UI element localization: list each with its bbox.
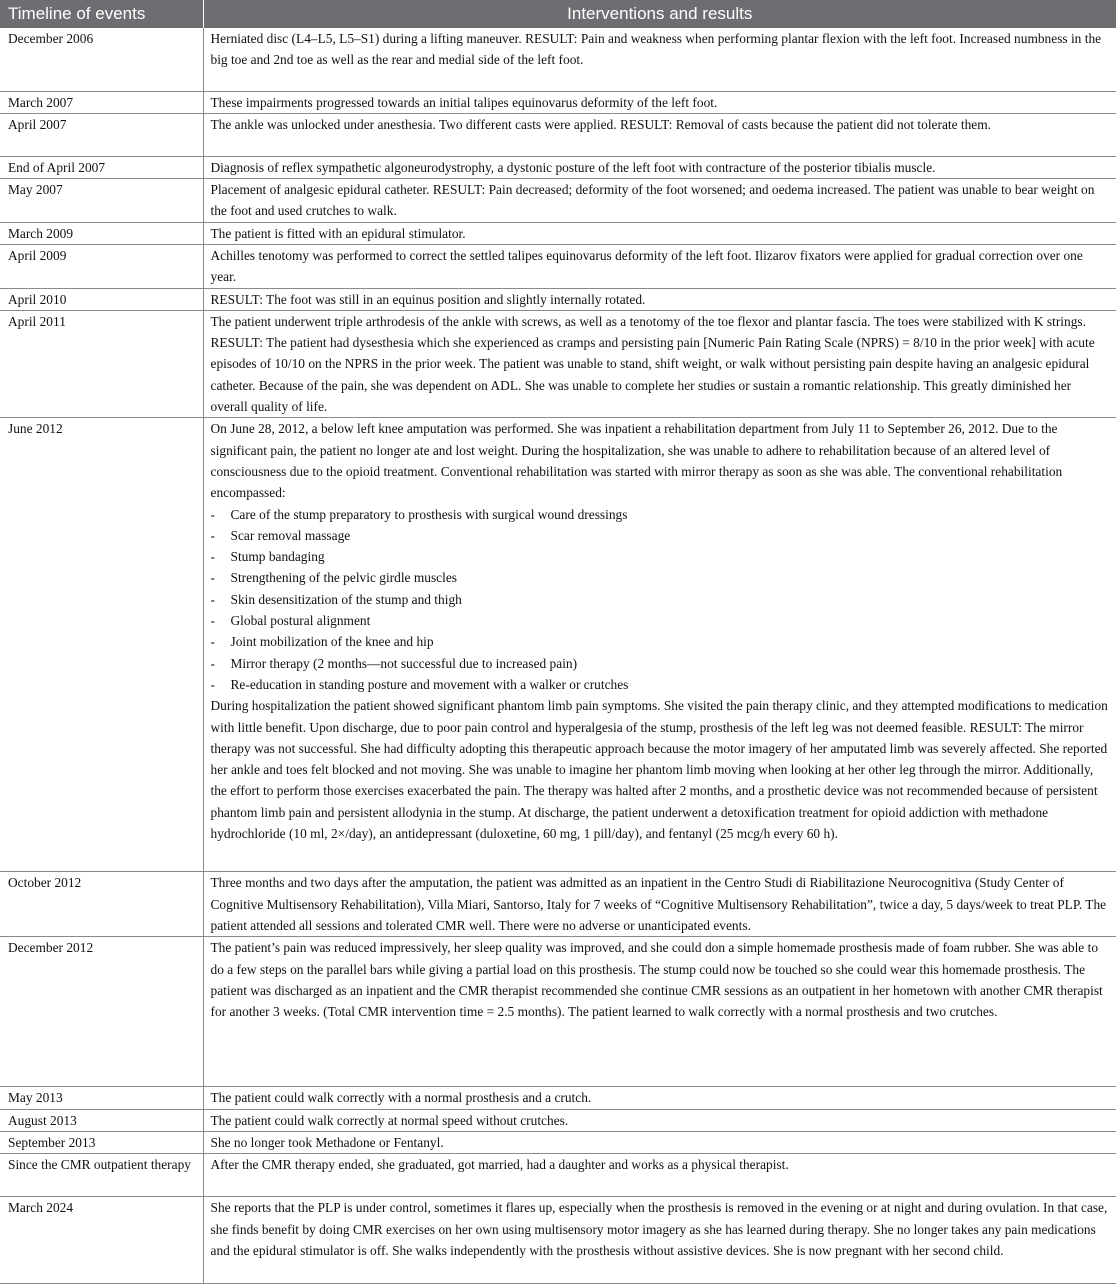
row-date: September 2013 xyxy=(0,1131,203,1153)
list-item-label: Scar removal massage xyxy=(230,527,351,543)
row-text: Diagnosis of reflex sympathetic algoneurodystrophy, a dystonic posture of the left foot with contracture of the posterior tibialis muscle. xyxy=(203,156,1116,178)
row-text: The patient could walk correctly at normal speed without crutches. xyxy=(203,1109,1116,1131)
row-text: After the CMR therapy ended, she graduated, got married, had a daughter and works as a physical therapist. xyxy=(203,1154,1116,1197)
table-row xyxy=(0,91,1116,113)
row-date: April 2007 xyxy=(0,113,203,156)
table-row xyxy=(0,1154,1116,1197)
row-text: On June 28, 2012, a below left knee amputation was performed. She was inpatient a rehabilitation department from July 11 to September 26, 2012. Due to the significant pain, the patient no longer ate and lost weight. During the hospitalization, she was unable to adhere to rehabilitation because of an altered level of consciousness due to the opioid treatment. Conventional rehabilitation was started with mirror therapy as soon as she was able. The conventional rehabilitation encompassed: xyxy=(210,421,1063,501)
row-text: RESULT: The foot was still in an equinus position and slightly internally rotated. xyxy=(203,288,1116,310)
table-body xyxy=(0,28,1116,1284)
list-item: - Global postural alignment xyxy=(210,613,371,629)
table-row xyxy=(0,1087,1116,1109)
row-date: April 2010 xyxy=(0,288,203,310)
list-item-label: Joint mobilization of the knee and hip xyxy=(230,634,434,650)
row-text: Placement of analgesic epidural catheter. RESULT: Pain decreased; deformity of the foot worsened; and oedema increased. The patient was unable to bear weight on the foot and used crutches to walk. xyxy=(203,179,1116,223)
table-row xyxy=(0,28,1116,91)
list-item: - Stump bandaging xyxy=(210,549,325,565)
list-item: - Strengthening of the pelvic girdle muscles xyxy=(210,570,457,586)
row-text: These impairments progressed towards an initial talipes equinovarus deformity of the left foot. xyxy=(203,91,1116,113)
list-item-label: Re-education in standing posture and movement with a walker or crutches xyxy=(230,676,629,692)
column-header-timeline: Timeline of events xyxy=(0,0,203,28)
list-item: - Re-education in standing posture and movement with a walker or crutches xyxy=(210,676,629,692)
table-row xyxy=(0,1131,1116,1153)
list-item: - Scar removal massage xyxy=(210,527,351,543)
list-item-label: Global postural alignment xyxy=(230,613,371,629)
row-date: May 2007 xyxy=(0,179,203,223)
row-date: April 2009 xyxy=(0,244,203,288)
row-text: Herniated disc (L4–L5, L5–S1) during a lifting maneuver. RESULT: Pain and weakness when performing plantar flexion with the left foot. Increased numbness in the big toe and 2nd toe as well as the rear and medial side of the left foot. xyxy=(203,28,1116,91)
row-date: March 2009 xyxy=(0,222,203,244)
table-row xyxy=(0,1197,1116,1284)
table-row xyxy=(0,222,1116,244)
row-text: Achilles tenotomy was performed to correct the settled talipes equinovarus deformity of the left foot. Ilizarov fixators were applied for gradual correction over one year. xyxy=(203,244,1116,288)
row-date: May 2013 xyxy=(0,1087,203,1109)
table-row xyxy=(0,872,1116,937)
table-row xyxy=(0,937,1116,1087)
row-date: Since the CMR outpatient therapy xyxy=(0,1154,203,1197)
row-date: December 2006 xyxy=(0,28,203,91)
list-item-label: Mirror therapy (2 months—not successful due to increased pain) xyxy=(230,655,578,671)
table-header xyxy=(0,0,1116,28)
row-date: June 2012 xyxy=(0,418,203,872)
row-text: She reports that the PLP is under control, sometimes it flares up, especially when the prosthesis is removed in the evening or at night and during ovulation. In that case, she finds benefit by doing CMR exercises on her own using multisensory motor imagery as she has learned during therapy. She no longer takes any pain medications and the epidural stimulator is off. She walks independently with the prosthesis without assistive devices. She is now pregnant with her second child. xyxy=(203,1197,1116,1284)
row-date: April 2011 xyxy=(0,310,203,417)
header-row xyxy=(0,0,1116,28)
list-item: - Mirror therapy (2 months—not successful due to increased pain) xyxy=(210,655,578,671)
row-text-continued: During hospitalization the patient showed significant phantom limb pain symptoms. She visited the pain therapy clinic, and they attempted modifications to medication with little benefit. Upon discharge, due to poor pain control and hyperalgesia of the stump, prosthesis of the left leg was not deemed feasible. RESULT: The mirror therapy was not successful. She had difficulty adopting this therapeutic approach because the motor imagery of her amputated limb was severely affected. She reported her ankle and toes felt blocked and not moving. She was unable to imagine her phantom limb moving when looking at her other leg through the mirror. Additionally, the effort to perform those exercises exacerbated the pain. The therapy was halted after 2 months, and a prosthetic device was not recommended because of persistent phantom limb pain and persistent allodynia in the stump. At discharge, the patient underwent a detoxification treatment for opioid addiction with methadone hydrochloride (10 ml, 2×/day), an antidepressant (duloxetine, 60 mg, 1 pill/day), and fentanyl (25 mcg/h every 60 h). xyxy=(210,698,1108,841)
table-row xyxy=(0,1109,1116,1131)
list-item-label: Skin desensitization of the stump and thigh xyxy=(230,591,462,607)
row-date: October 2012 xyxy=(0,872,203,937)
table-row xyxy=(0,310,1116,417)
table-row xyxy=(0,113,1116,156)
list-item-label: Care of the stump preparatory to prosthesis with surgical wound dressings xyxy=(230,506,628,522)
column-header-interventions: Interventions and results xyxy=(203,0,1116,28)
row-text: The patient could walk correctly with a normal prosthesis and a crutch. xyxy=(203,1087,1116,1109)
row-text: Three months and two days after the amputation, the patient was admitted as an inpatient in the Centro Studi di Riabilitazione Neurocognitiva (Study Center of Cognitive Multisensory Rehabilitation), Villa Miari, Santorso, Italy for 7 weeks of “Cognitive Multisensory Rehabilitation”, twice a day, 5 days/week to treat PLP. The patient attended all sessions and tolerated CMR well. There were no adverse or unanticipated events. xyxy=(203,872,1116,937)
table-row xyxy=(0,288,1116,310)
table-row xyxy=(0,244,1116,288)
row-date: August 2013 xyxy=(0,1109,203,1131)
row-date: December 2012 xyxy=(0,937,203,1087)
row-date: March 2024 xyxy=(0,1197,203,1284)
list-item: - Skin desensitization of the stump and thigh xyxy=(210,591,462,607)
list-item: - Care of the stump preparatory to prosthesis with surgical wound dressings xyxy=(210,506,628,522)
row-date: End of April 2007 xyxy=(0,156,203,178)
list-item: - Joint mobilization of the knee and hip xyxy=(210,634,434,650)
list-item-label: Stump bandaging xyxy=(230,549,325,565)
row-text: The ankle was unlocked under anesthesia. Two different casts were applied. RESULT: Removal of casts because the patient did not tolerate them. xyxy=(203,113,1116,156)
table-row xyxy=(0,179,1116,223)
row-text: The patient’s pain was reduced impressively, her sleep quality was improved, and she could don a simple homemade prosthesis made of foam rubber. She was able to do a few steps on the parallel bars while giving a partial load on this prosthesis. The stump could now be touched so she could wear this homemade prosthesis. The patient was discharged as an inpatient and the CMR therapist recommended she continue CMR sessions as an outpatient in her hometown with another CMR therapist for another 3 weeks. (Total CMR intervention time = 2.5 months). The patient learned to walk correctly with a normal prosthesis and two crutches. xyxy=(203,937,1116,1087)
row-text-block xyxy=(203,418,1116,872)
row-text: The patient underwent triple arthrodesis of the ankle with screws, as well as a tenotomy of the toe flexor and plantar fascia. The toes were stabilized with K strings. RESULT: The patient had dysesthesia which she experienced as cramps and persisting pain [Numeric Pain Rating Scale (NPRS) = 8/10 in the prior week] with acute episodes of 10/10 on the NPRS in the prior week. The patient was unable to stand, shift weight, or walk without persisting pain despite having an analgesic epidural catheter. Because of the pain, she was dependent on ADL. She was unable to complete her studies or sustain a romantic relationship. This greatly diminished her overall quality of life. xyxy=(203,310,1116,417)
table-row xyxy=(0,156,1116,178)
rehab-list xyxy=(211,504,1110,696)
table-row xyxy=(0,418,1116,872)
row-text: She no longer took Methadone or Fentanyl. xyxy=(203,1131,1116,1153)
list-item-label: Strengthening of the pelvic girdle muscles xyxy=(230,570,457,586)
row-text: The patient is fitted with an epidural stimulator. xyxy=(203,222,1116,244)
row-date: March 2007 xyxy=(0,91,203,113)
